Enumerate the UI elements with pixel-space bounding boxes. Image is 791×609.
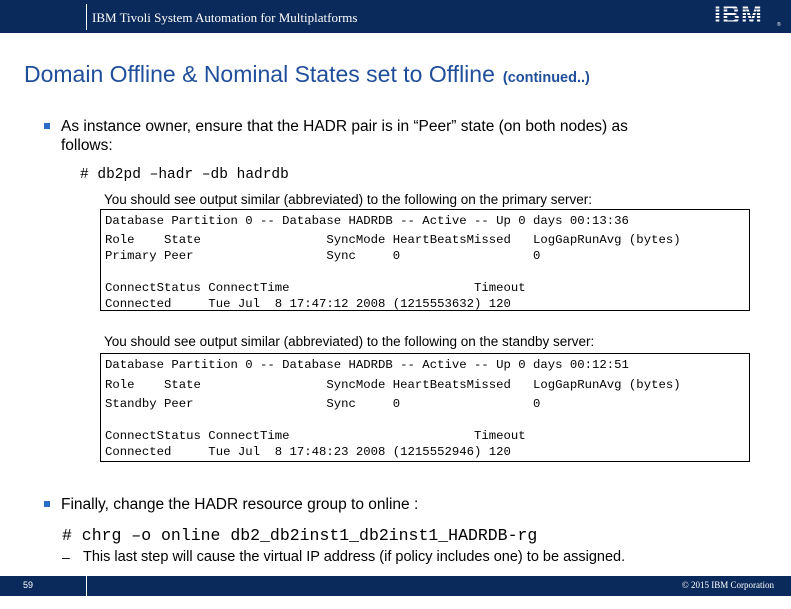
output-line: Standby Peer Sync 0 0 (105, 397, 541, 411)
dash-marker: – (62, 549, 70, 565)
header-divider (86, 4, 87, 30)
page-title-continued: (continued..) (502, 70, 590, 86)
primary-output-box (100, 209, 750, 311)
footer-bar (0, 576, 791, 596)
page-title (24, 61, 590, 88)
standby-note: You should see output similar (abbreviated) to the following on the standby server: (104, 334, 595, 349)
output-line: Connected Tue Jul 8 17:47:12 2008 (1215553632) 120 (105, 297, 511, 311)
output-line: ConnectStatus ConnectTime Timeout (105, 281, 526, 295)
db2pd-command: # db2pd –hadr –db hadrdb (80, 167, 289, 183)
output-line: Database Partition 0 -- Database HADRDB -- Active -- Up 0 days 00:12:51 (105, 358, 629, 372)
chrg-command: # chrg –o online db2_db2inst1_db2inst1_HADRDB-rg (62, 526, 538, 545)
bullet-line-2: follows: (61, 137, 113, 154)
footer-divider (86, 576, 87, 596)
virtual-ip-note: This last step will cause the virtual IP address (if policy includes one) to be assigned. (83, 549, 626, 565)
output-line: Database Partition 0 -- Database HADRDB -- Active -- Up 0 days 00:13:36 (105, 214, 629, 228)
output-line: Primary Peer Sync 0 0 (105, 249, 541, 263)
bullet-instance-owner (61, 117, 628, 155)
primary-note: You should see output similar (abbreviated) to the following on the primary server: (104, 192, 593, 207)
standby-output-box (100, 353, 750, 462)
output-line: Role State SyncMode HeartBeatsMissed LogGapRunAvg (bytes) (105, 378, 681, 392)
page-title-main: Domain Offline & Nominal States set to Offline (24, 61, 495, 87)
bullet-line-1: As instance owner, ensure that the HADR pair is in “Peer” state (on both nodes) as (61, 118, 628, 135)
product-name: IBM Tivoli System Automation for Multiplatforms (92, 10, 358, 25)
registered-mark: ® (777, 22, 781, 28)
output-line: Connected Tue Jul 8 17:48:23 2008 (1215552946) 120 (105, 445, 511, 459)
output-line: Role State SyncMode HeartBeatsMissed LogGapRunAvg (bytes) (105, 233, 681, 247)
bullet-square-icon (44, 123, 50, 129)
bullet-finally: Finally, change the HADR resource group to online : (61, 496, 419, 513)
copyright: © 2015 IBM Corporation (681, 580, 774, 590)
bullet-square-icon (44, 501, 50, 507)
ibm-logo-icon (714, 3, 776, 28)
output-line: ConnectStatus ConnectTime Timeout (105, 429, 526, 443)
ibm-logo-wordmark: IBM (714, 3, 776, 28)
page-number: 59 (23, 580, 34, 590)
